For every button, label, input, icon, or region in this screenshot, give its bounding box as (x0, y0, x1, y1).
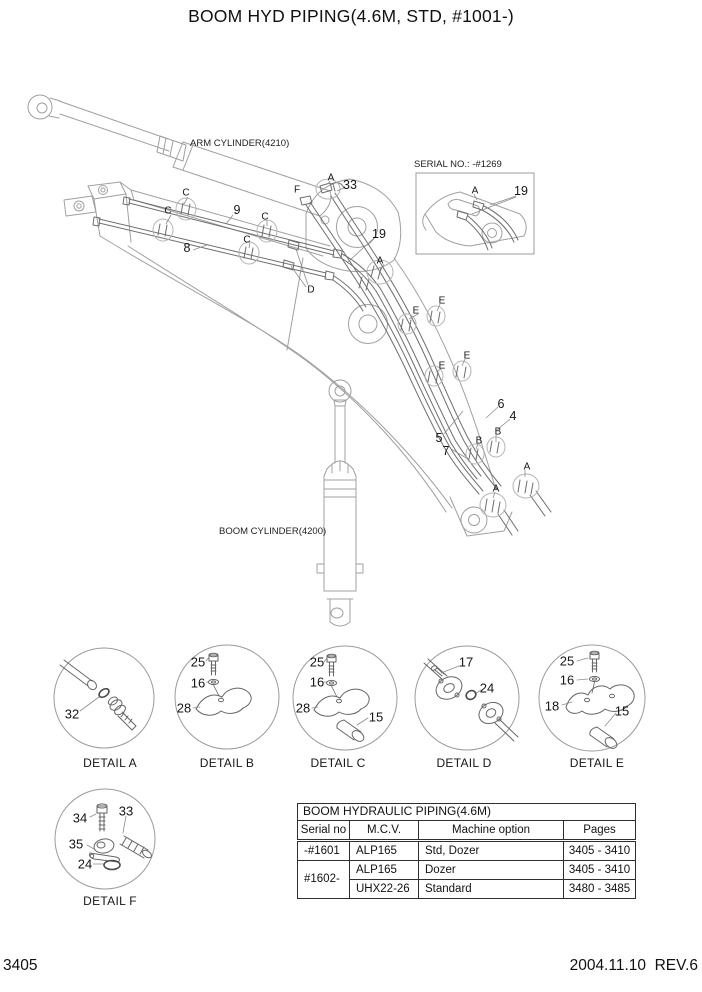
diagram-callout: B (475, 435, 483, 447)
cell-machine-option: Std, Dozer (419, 841, 564, 861)
diagram-callout: 4 (509, 409, 517, 423)
detail-callout: 16 (309, 674, 325, 690)
diagram-callout: 19 (372, 227, 386, 241)
detail-callout: 18 (544, 698, 560, 714)
diagram-callout: E (438, 295, 446, 307)
detail-caption: DETAIL E (569, 756, 625, 770)
diagram-callout: D (307, 284, 315, 296)
page-title: BOOM HYD PIPING(4.6M, STD, #1001-) (188, 6, 514, 26)
detail-caption: DETAIL F (83, 894, 137, 908)
cell-pages: 3480 - 3485 (564, 880, 636, 899)
cell-pages: 3405 - 3410 (564, 841, 636, 861)
cell-mcv: ALP165 (350, 861, 419, 880)
cell-pages: 3405 - 3410 (564, 861, 636, 880)
detail-caption: DETAIL C (310, 756, 366, 770)
detail-callout: 28 (295, 700, 311, 716)
diagram-callout: 8 (183, 241, 191, 255)
diagram-callout: C (164, 205, 172, 217)
diagram-callout: E (438, 360, 446, 372)
diagram-callout: A (327, 172, 335, 184)
col-header-machine-option: Machine option (419, 821, 564, 841)
detail-callout: 15 (368, 709, 384, 725)
diagram-callout: A (471, 185, 479, 197)
table-header-row (298, 821, 636, 841)
diagram-callout: 6 (497, 397, 505, 411)
revision-date: 2004.11.10 REV.6 (569, 957, 698, 974)
col-header-serial-no: Serial no (298, 821, 350, 841)
piping-table (297, 803, 636, 899)
detail-frames (54, 173, 645, 889)
cell-serial-no: #1602- (298, 861, 350, 899)
detail-caption: DETAIL B (199, 756, 255, 770)
boom-art (28, 95, 526, 626)
diagram-callout: C (243, 234, 251, 246)
detail-callout: 34 (72, 810, 88, 826)
cell-machine-option: Standard (419, 880, 564, 899)
detail-callout: 16 (559, 672, 575, 688)
detail-callout: 15 (614, 703, 630, 719)
diagram-callout: A (376, 255, 384, 267)
diagram-callout: 7 (442, 444, 450, 458)
col-header-mcv: M.C.V. (350, 821, 419, 841)
detail-callout: 33 (118, 803, 134, 819)
boom-cylinder-label: BOOM CYLINDER(4200) (219, 526, 327, 537)
detail-callout: 16 (190, 675, 206, 691)
serial-number-note: SERIAL NO.: -#1269 (414, 159, 502, 170)
diagram-callout: 9 (233, 203, 241, 217)
cell-mcv: ALP165 (350, 841, 419, 861)
page-number: 3405 (3, 957, 38, 974)
diagram-callout: 5 (435, 431, 443, 445)
cell-machine-option: Dozer (419, 861, 564, 880)
diagram-callout: A (492, 483, 500, 495)
diagram-callout: 33 (343, 178, 357, 192)
detail-callout: 25 (559, 653, 575, 669)
cell-mcv: UHX22-26 (350, 880, 419, 899)
detail-callout: 32 (64, 706, 80, 722)
arm-cylinder-label: ARM CYLINDER(4210) (190, 138, 290, 149)
detail-callout: 24 (479, 680, 495, 696)
table-row (298, 841, 636, 861)
diagram-callout: C (261, 211, 269, 223)
diagram-callout: E (463, 350, 471, 362)
detail-callout: 25 (309, 654, 325, 670)
detail-callout: 25 (190, 654, 206, 670)
table-row (298, 861, 636, 880)
diagram-callout: F (293, 184, 301, 196)
detail-caption: DETAIL D (436, 756, 492, 770)
col-header-pages: Pages (564, 821, 636, 841)
diagram-callout: E (412, 305, 420, 317)
diagram-callout: C (182, 187, 190, 199)
table-title: BOOM HYDRAULIC PIPING(4.6M) (298, 804, 636, 821)
detail-callout: 28 (176, 700, 192, 716)
diagram-callout: B (494, 426, 502, 438)
diagram-callout: A (523, 461, 531, 473)
diagram-callout: 19 (514, 184, 528, 198)
detail-caption: DETAIL A (83, 756, 137, 770)
detail-callout: 35 (68, 836, 84, 852)
detail-callout: 17 (458, 654, 474, 670)
detail-callout: 24 (77, 856, 93, 872)
cell-serial-no: -#1601 (298, 841, 350, 861)
